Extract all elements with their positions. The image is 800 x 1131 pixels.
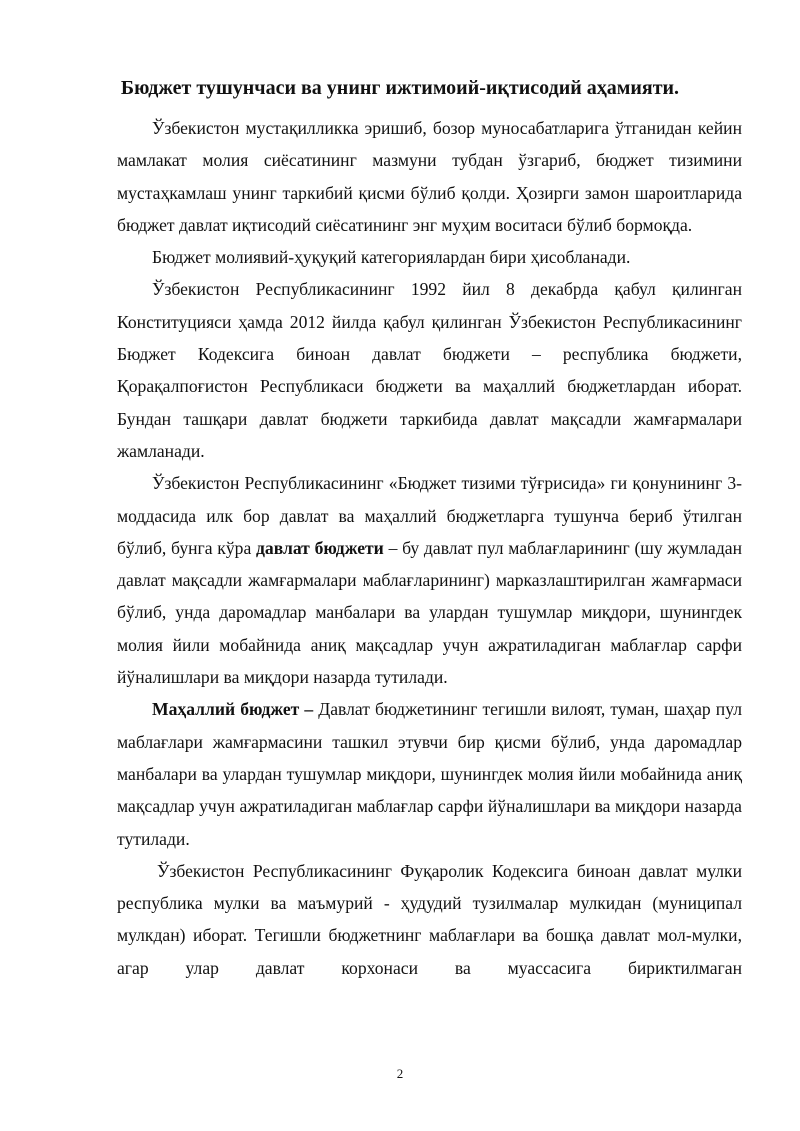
- paragraph-constitution: Ўзбекистон Республикасининг 1992 йил 8 декабрда қабул қилинган Конституцияси ҳамда 2012 йилда қабул қилинган Ўзбекистон Республикасининг Бюджет Кодексига биноан давлат бюджети – республика бюджети, Қорақалпоғистон Республикаси бюджети ва маҳаллий бюджетлардан иборат. Бундан ташқари давлат бюджети таркибида давлат мақсадли жамғармалари жамланади.: [117, 279, 742, 461]
- paragraph-text: Ўзбекистон Республикасининг «Бюджет тизими тўғрисида» ги қонунининг 3-моддасида илк бор давлат ва маҳаллий бюджетларга тушунча бериб ўтилган бўлиб, бунга кўра: [117, 473, 742, 558]
- paragraph-civil-code: Ўзбекистон Республикасининг Фуқаролик Кодексига биноан давлат мулки республика мулки ва маъмурий - ҳудудий тузилмалар мулкидан (муниципал мулкдан) иборат. Тегишли бюджетнинг маблағлари ва бошқа давлат мол-мулки, агар улар давлат корхонаси ва муассасига бириктилмаган: [117, 860, 742, 978]
- paragraph-independence: Ўзбекистон мустақилликка эришиб, бозор муносабатларига ўтганидан кейин мамлакат молия сиёсатининг мазмуни тубдан ўзгариб, бюджет тизимини мустаҳкамлаш унинг таркибий қисми бўлиб қолди. Ҳозирги замон шароитларида бюджет давлат иқтисодий сиёсатининг энг муҳим воситаси бўлиб бормоқда.: [117, 118, 742, 235]
- paragraph-budget-category: Бюджет молиявий-ҳуқуқий категориялардан бири ҳисобланади.: [152, 247, 631, 268]
- term-local-budget: Маҳаллий бюджет –: [152, 699, 314, 720]
- document-title: Бюджет тушунчаси ва унинг ижтимоий-иқтисодий аҳамияти.: [120, 77, 680, 99]
- paragraph-text: Давлат бюджетининг тегишли вилоят, туман, шаҳар пул маблағлари жамғармасини ташкил этувчи бир қисми бўлиб, унда даромадлар манбалари ва улардан тушумлар миқдори, шунингдек молия йили мобайнида аниқ мақсадлар учун ажратиладиган маблағлар сарфи йўналишлари ва миқдори назарда тутилади.: [117, 699, 742, 849]
- paragraph-local-budget-definition: [117, 693, 742, 854]
- paragraph-text: – бу давлат пул маблағларининг (шу жумладан давлат мақсадли жамғармалари маблағларининг) марказлаштирилган жамғармаси бўлиб, унда даромадлар манбалари ва улардан тушумлар миқдори, шунингдек молия йили мобайнида аниқ мақсадлар учун ажратиладиган маблағлар сарфи йўналишлари ва миқдори назарда тутилади.: [117, 537, 743, 688]
- page-number: 2: [396, 1066, 404, 1081]
- term-state-budget: давлат бюджети: [256, 537, 384, 558]
- document-body: [117, 112, 742, 984]
- paragraph-state-budget-definition: [117, 467, 742, 693]
